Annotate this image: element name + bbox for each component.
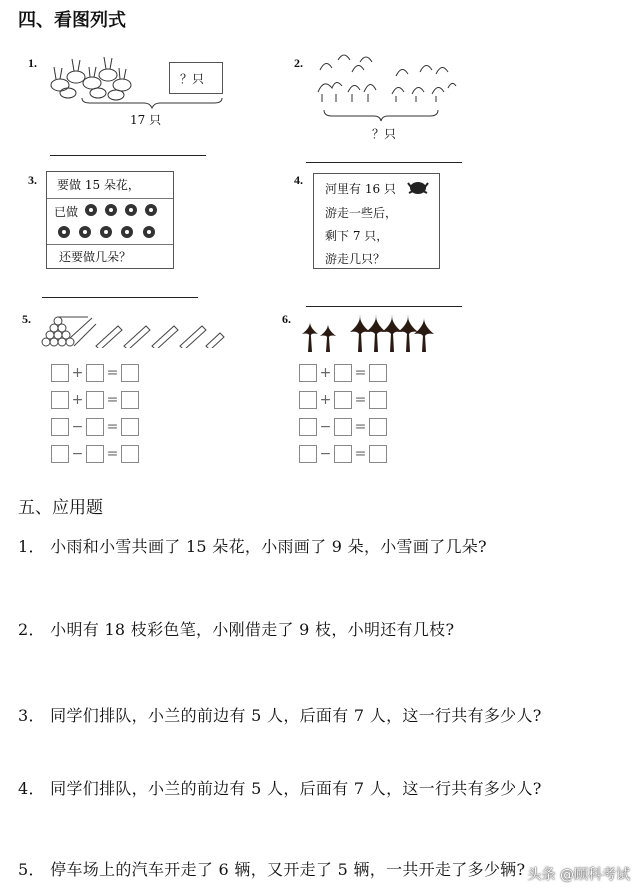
question-1: 1． 小雨和小雪共画了 15 朵花，小雨画了 9 朵，小雪画了几朵? — [18, 537, 487, 556]
unknown-box-label: ？只 — [180, 72, 205, 86]
answer-box[interactable] — [299, 391, 317, 409]
brace-1 — [80, 96, 225, 110]
question-2: 2． 小明有 18 枝彩色笔，小刚借走了 9 枝，小明还有几枝? — [18, 620, 455, 639]
operator: + — [319, 392, 332, 408]
problem-5-number: 5. — [22, 312, 31, 326]
flower-line-3: 还要做几朵？ — [59, 250, 132, 264]
answer-box[interactable] — [299, 418, 317, 436]
answer-box[interactable] — [121, 391, 139, 409]
equation-row — [51, 363, 139, 383]
answer-line-4 — [306, 306, 462, 307]
answer-box[interactable] — [86, 418, 104, 436]
question-4: 4． 同学们排队，小兰的前边有 5 人，后面有 7 人，这一行共有多少人? — [18, 779, 542, 798]
operator: = — [354, 365, 367, 381]
operator: + — [319, 365, 332, 381]
answer-box[interactable] — [51, 391, 69, 409]
answer-box[interactable] — [86, 391, 104, 409]
total-label-1: 17 只 — [130, 113, 162, 127]
operator: = — [106, 419, 119, 435]
operator: = — [106, 365, 119, 381]
answer-box[interactable] — [121, 418, 139, 436]
equation-row — [299, 363, 387, 383]
question-3: 3． 同学们排队，小兰的前边有 5 人，后面有 7 人，这一行共有多少人? — [18, 706, 542, 725]
flower-line-2: 已做 — [54, 205, 79, 219]
sticks-image — [40, 310, 226, 348]
equation-row — [51, 444, 139, 464]
answer-box[interactable] — [334, 445, 352, 463]
answer-box[interactable] — [299, 445, 317, 463]
watermark: 头条 @顾科考试 — [527, 867, 630, 883]
operator: − — [71, 419, 84, 435]
operator: + — [71, 365, 84, 381]
answer-box[interactable] — [51, 418, 69, 436]
operator: = — [354, 392, 367, 408]
brace-2 — [322, 108, 440, 124]
flower-line-1: 要做 15 朵花， — [57, 178, 140, 192]
operator: = — [354, 446, 367, 462]
ducks-image — [312, 52, 462, 107]
answer-line-1 — [50, 155, 206, 156]
section-5-title: 五、应用题 — [18, 498, 103, 518]
operator: − — [71, 446, 84, 462]
answer-line-3 — [42, 297, 198, 298]
operator: + — [71, 392, 84, 408]
equation-row — [51, 417, 139, 437]
equation-row — [51, 390, 139, 410]
answer-box[interactable] — [121, 364, 139, 382]
problem-1-number: 1. — [28, 56, 37, 70]
answer-box[interactable] — [369, 418, 387, 436]
total-label-2: ？只 — [372, 127, 397, 141]
answer-box[interactable] — [369, 364, 387, 382]
answer-box[interactable] — [51, 445, 69, 463]
crab-line-1: 河里有 16 只 — [325, 182, 396, 196]
problem-6-number: 6. — [282, 312, 291, 326]
answer-box[interactable] — [121, 445, 139, 463]
answer-box[interactable] — [299, 364, 317, 382]
answer-box[interactable] — [86, 364, 104, 382]
operator: = — [106, 446, 119, 462]
flowers-image — [54, 198, 170, 244]
answer-box[interactable] — [334, 391, 352, 409]
crab-line-2: 游走一些后， — [325, 206, 398, 220]
question-5: 5． 停车场上的汽车开走了 6 辆，又开走了 5 辆，一共开走了多少辆? — [18, 860, 526, 879]
crab-line-3: 剩下 7 只， — [325, 229, 389, 243]
crab-line-4: 游走几只？ — [325, 252, 386, 266]
operator: − — [319, 446, 332, 462]
problem-4-number: 4. — [294, 173, 303, 187]
section-4-title: 四、看图列式 — [18, 10, 126, 31]
equation-row — [299, 444, 387, 464]
operator: = — [106, 392, 119, 408]
answer-box[interactable] — [334, 364, 352, 382]
equation-row — [299, 390, 387, 410]
operator: = — [354, 419, 367, 435]
answer-box[interactable] — [369, 445, 387, 463]
plants-image — [298, 308, 434, 354]
problem-2-number: 2. — [294, 56, 303, 70]
answer-box[interactable] — [334, 418, 352, 436]
operator: − — [319, 419, 332, 435]
crab-icon — [405, 177, 431, 197]
answer-box[interactable] — [86, 445, 104, 463]
answer-line-2 — [306, 162, 462, 163]
problem-3-number: 3. — [28, 173, 37, 187]
equation-row — [299, 417, 387, 437]
answer-box[interactable] — [51, 364, 69, 382]
answer-box[interactable] — [369, 391, 387, 409]
